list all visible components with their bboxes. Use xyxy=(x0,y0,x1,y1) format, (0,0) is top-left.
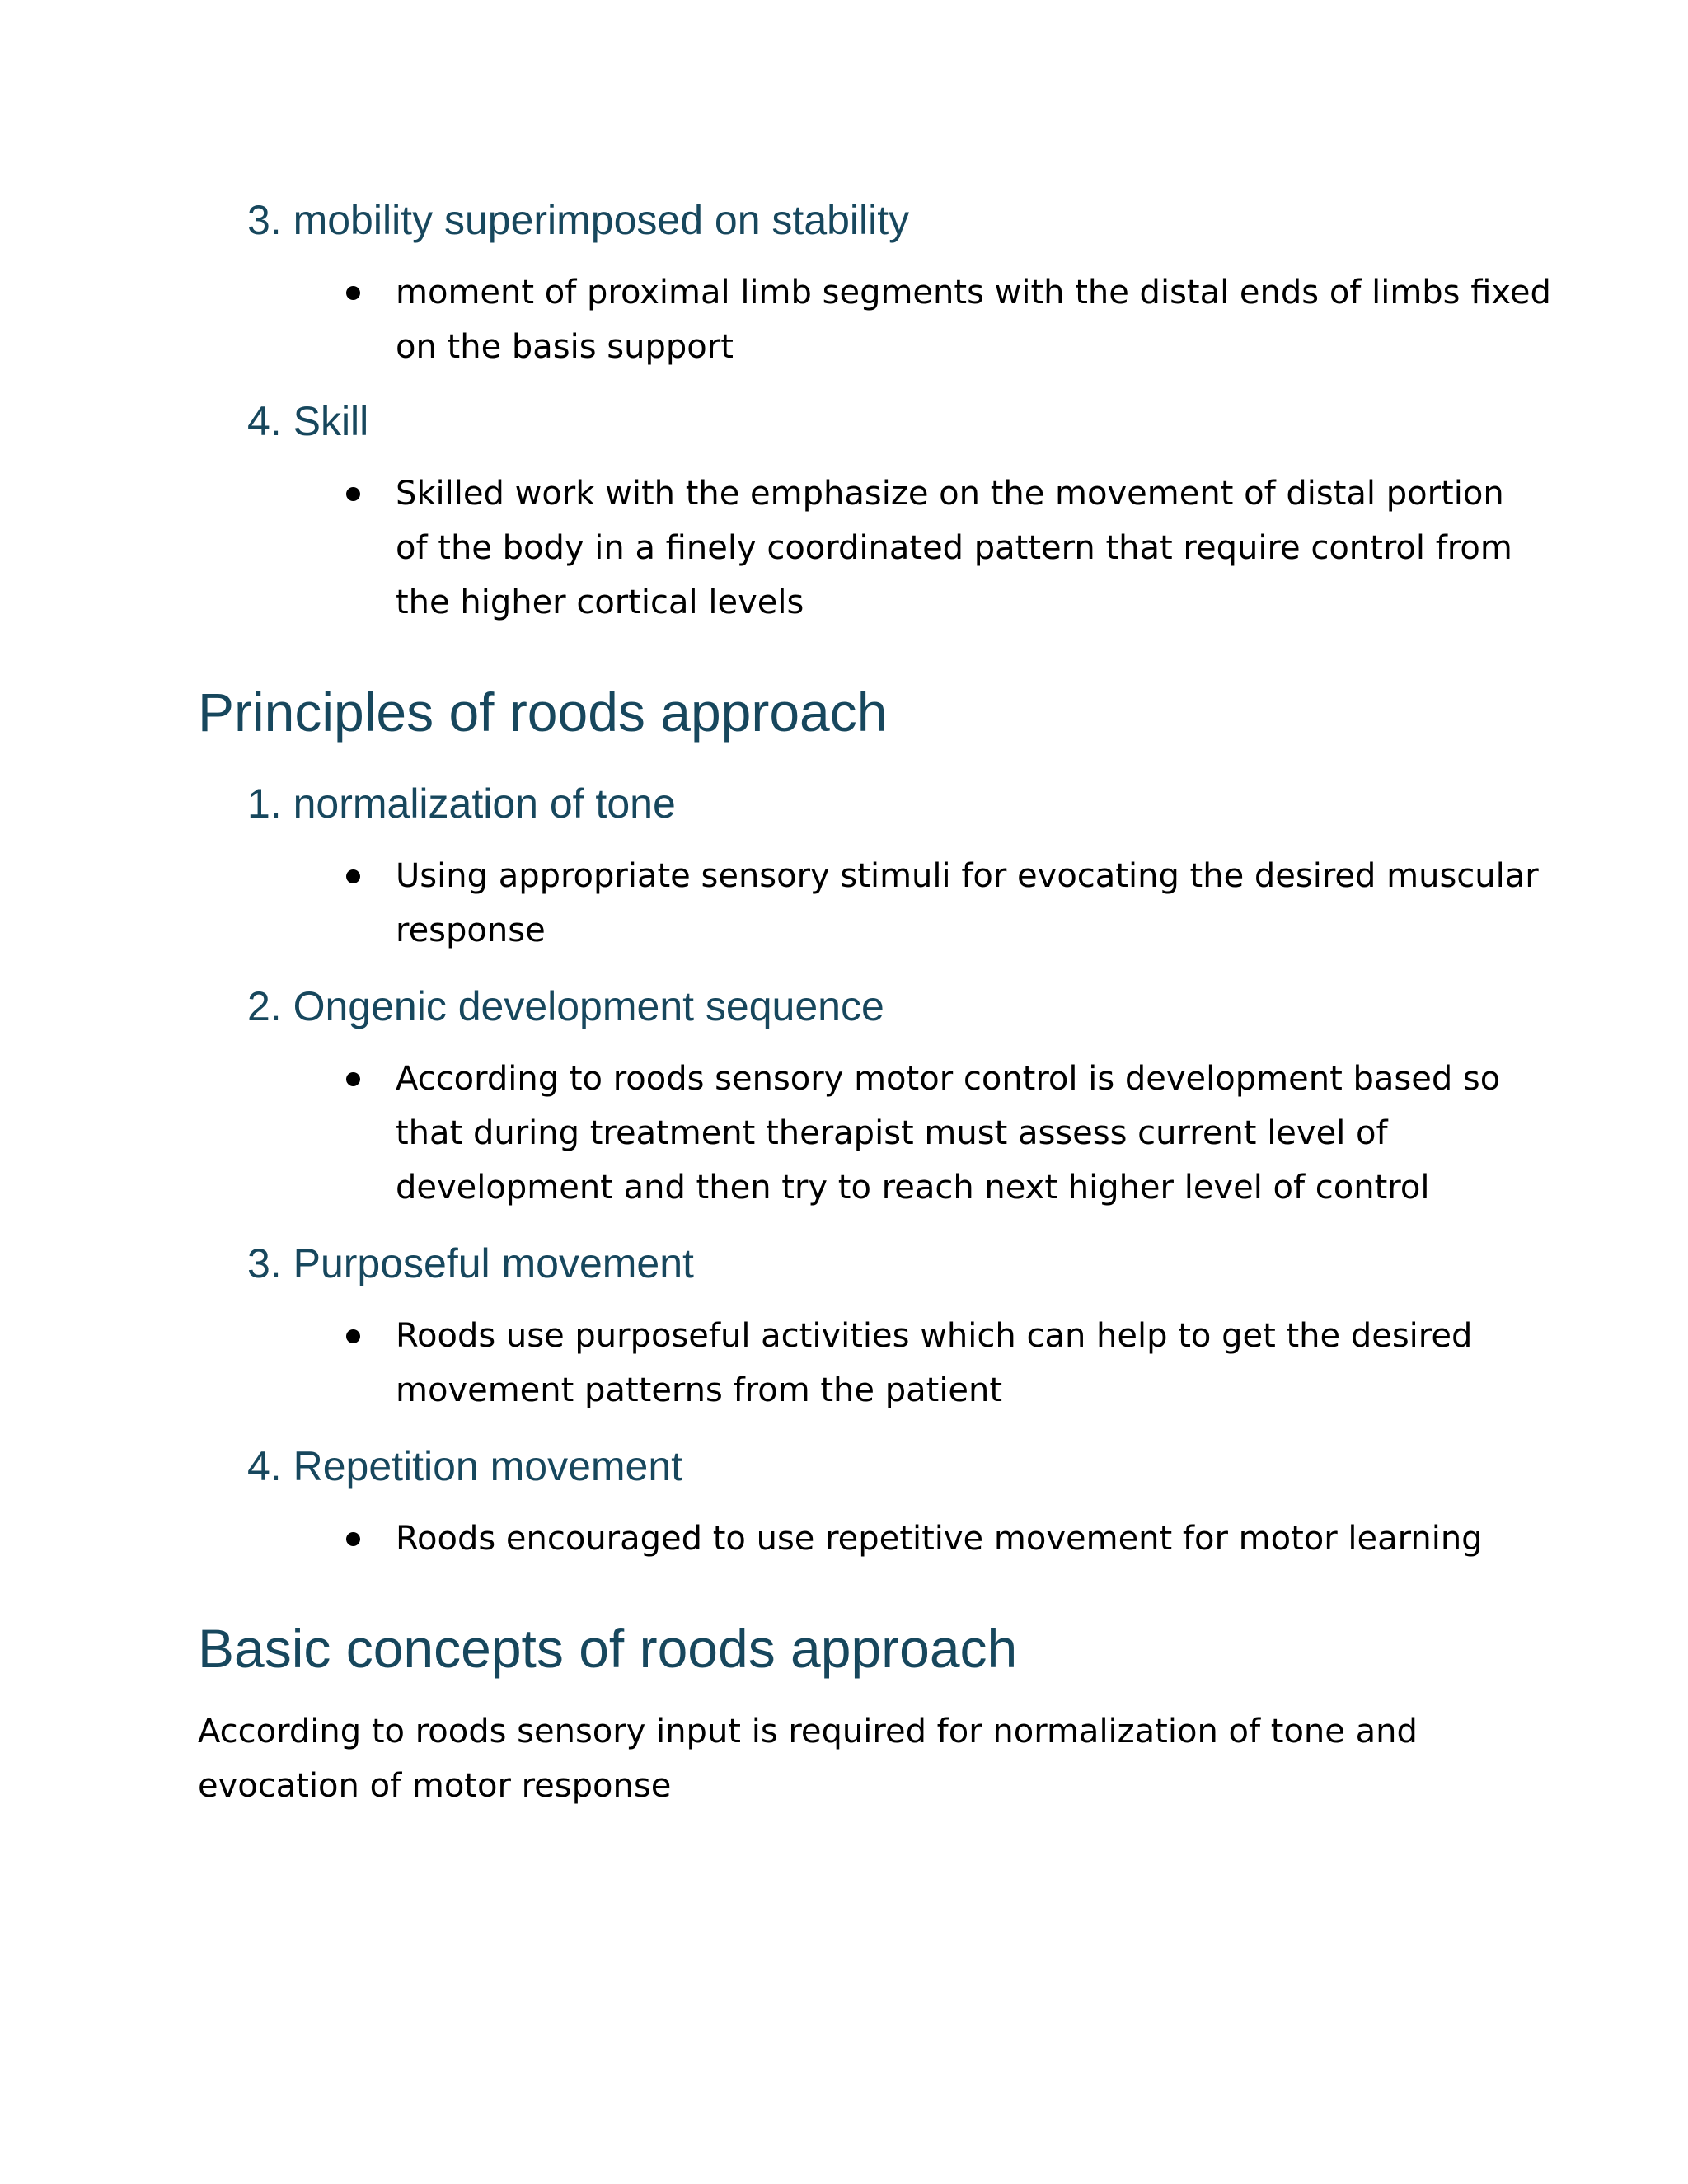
bullet-dot-icon xyxy=(346,286,360,300)
list-heading-purposeful: 3. Purposeful movement xyxy=(247,1240,694,1286)
bullet-text xyxy=(396,466,1517,630)
bullet-line: development and then try to reach next higher level of control xyxy=(396,1169,1430,1207)
bullet-line: the higher cortical levels xyxy=(396,583,804,621)
list-heading-skill: 4. Skill xyxy=(247,398,369,444)
bullet-line: According to roods sensory motor control is development based so xyxy=(396,1060,1501,1098)
paragraph xyxy=(198,1704,1517,1813)
bullet-line: Skilled work with the emphasize on the movement of distal portion xyxy=(396,475,1504,513)
bullet-line: of the body in a finely coordinated pattern that require control from xyxy=(396,529,1512,567)
bullet-dot-icon xyxy=(346,1532,360,1546)
bullet-text xyxy=(396,265,1551,374)
bullet-line: Roods encouraged to use repetitive movement for motor learning xyxy=(396,1520,1483,1558)
paragraph-line: evocation of motor response xyxy=(198,1767,672,1805)
bullet-dot-icon xyxy=(346,1072,360,1086)
bullet-line: response xyxy=(396,912,546,949)
bullet-line: movement patterns from the patient xyxy=(396,1371,1003,1409)
bullet-dot-icon xyxy=(346,1329,360,1343)
bullet-dot-icon xyxy=(346,869,360,883)
list-heading-mobility: 3. mobility superimposed on stability xyxy=(247,197,910,243)
list-heading-normalization: 1. normalization of tone xyxy=(247,780,676,827)
bullet-line: Using appropriate sensory stimuli for evocating the desired muscular xyxy=(396,857,1539,895)
bullet-line: on the basis support xyxy=(396,328,734,366)
bullet-text xyxy=(396,849,1539,958)
section-title-principles: Principles of roods approach xyxy=(198,682,888,743)
bullet-text xyxy=(396,1309,1517,1418)
section-title-basic-concepts: Basic concepts of roods approach xyxy=(198,1618,1018,1679)
bullet-line: moment of proximal limb segments with the distal ends of limbs fixed xyxy=(396,274,1551,312)
list-heading-ongenic: 2. Ongenic development sequence xyxy=(247,983,884,1029)
paragraph-line: According to roods sensory input is required for normalization of tone and xyxy=(198,1713,1418,1750)
bullet-line: Roods use purposeful activities which can help to get the desired xyxy=(396,1317,1473,1355)
list-heading-repetition: 4. Repetition movement xyxy=(247,1443,683,1489)
bullet-text xyxy=(396,1052,1517,1215)
bullet-text xyxy=(396,1511,1517,1566)
bullet-dot-icon xyxy=(346,487,360,501)
bullet-line: that during treatment therapist must assess current level of xyxy=(396,1114,1388,1152)
